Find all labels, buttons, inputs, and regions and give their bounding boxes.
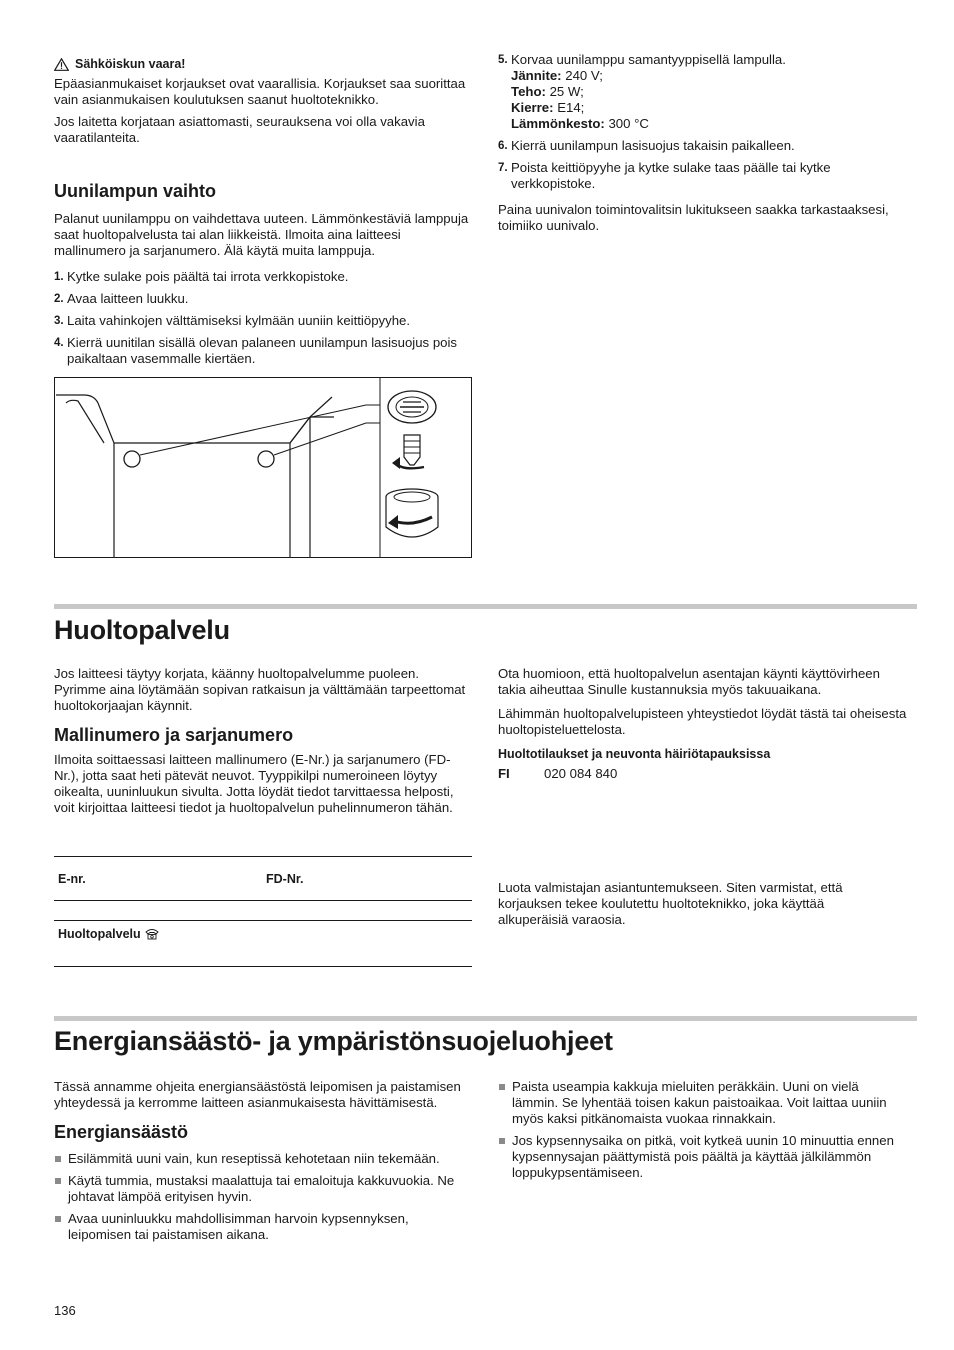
service-phone-label: Huoltopalvelu [58,926,159,942]
step-item: 6. Kierrä uunilampun lasisuojus takaisin paikalleen. [498,138,795,153]
step-item: 4. Kierrä uunitilan sisällä olevan palaneen uunilampun lasisuojus pois paikaltaan vasemmalle kiertäen. [54,335,458,366]
section-divider [54,604,917,609]
orders-heading: Huoltotilaukset ja neuvonta häiriötapauksissa [498,747,771,761]
step-item: 1. Kytke sulake pois päältä tai irrota verkkopistoke. [54,269,349,284]
lamp-intro: Palanut uunilamppu on vaihdettava uuteen. Lämmönkestäviä lamppuja saat huoltopalvelusta tai alan liikkeistä. Ilmoita aina laitteesi mallinumero ja sarjanumero. Älä käytä muita lamppuja. [54,211,469,258]
spec-voltage: Jännite: 240 V; [511,68,603,83]
service-contacts-note: Lähimmän huoltopalvelupisteen yhteystiedot löydät tästä tai oheisesta huoltopisteluettelosta. [498,706,907,737]
energy-subheading: Energiansäästö [54,1122,189,1142]
service-right [498,666,908,782]
phone-number: 020 084 840 [544,766,618,781]
service-intro: Jos laitteesi täytyy korjata, käänny huoltopalvelumme puoleen. Pyrimme aina löytämään sopivan ratkaisun ja välttämään tarpeettomat huoltokorjaajan käynnit. [54,666,466,713]
warning-triangle-icon [54,58,69,71]
list-item: Jos kypsennysaika on pitkä, voit kytkeä uunin 10 minuuttia ennen kypsennysajan päättymistä pois päältä ja käyttää jälkilämmön loppukypsentämiseen. [498,1133,908,1181]
model-text: Ilmoita soittaessasi laitteen mallinumero (E-Nr.) ja sarjanumero (FD-Nr.), jotta saat heti pätevät neuvot. Tyyppikilpi numeroineen löytyy oikealta, uuninluukun sivulta. Jotta löydät tiedot tarvittaessa helposti, voit kirjoittaa laitteesi tiedot ja huoltopalvelun puhelinnumeron tähän. [54,752,454,815]
fdnr-label: FD-Nr. [266,872,304,886]
lamp-illustration [54,377,472,558]
step-item: 5. Korvaa uunilamppu samantyyppisellä lampulla. Jännite: 240 V; Teho: 25 W; Kierre: E14; Lämmönkesto: 300 °C [498,52,908,132]
list-item: Paista useampia kakkuja mieluiten peräkkäin. Uuni on vielä lämmin. Se lyhentää toisen kakun paistoaikaa. Voit laittaa uuniin myös kaksi pitkänomaista vuokaa rinnakkain. [498,1079,908,1127]
spec-heat-resistance: Lämmönkesto: 300 °C [511,116,649,131]
energy-intro: Tässä annamme ohjeita energiansäästöstä leipomisen ja paistamisen yhteydessä ja kerromme laitteen asianmukaisesta hävittämisestä. [54,1079,461,1110]
warning-block [54,56,474,152]
list-item: Käytä tummia, mustaksi maalattuja tai emaloituja kakkuvuokia. Ne johtavat lämpöä erityisen hyvin. [54,1173,474,1205]
energy-left [54,1079,474,1249]
lamp-closing: Paina uunivalon toimintovalitsin lukitukseen saakka tarkastaaksesi, toimiiko uunivalo. [498,202,889,233]
lamp-steps [54,269,474,367]
service-phone-field[interactable] [185,922,468,962]
form-line [54,856,472,857]
country-code: FI [498,766,510,781]
lamp-steps-continued [498,52,908,192]
energy-tips-right [498,1079,908,1181]
oven-lamp-diagram [54,377,472,558]
list-item: Avaa uuninluukku mahdollisimman harvoin kypsennyksen, leipomisen tai paistamisen aikana. [54,1211,474,1243]
page-number: 136 [54,1303,76,1318]
step-item: 2. Avaa laitteen luukku. [54,291,189,306]
warning-paragraph: Epäasianmukaiset korjaukset ovat vaarallisia. Korjaukset saa suorittaa vain asianmukaisen koulutuksen saanut huoltoteknikko. [54,76,466,107]
service-cost-note: Ota huomioon, että huoltopalvelun asentajan käynti käyttövirheen takia aiheuttaa Sinulle kustannuksia myös takuuaikana. [498,666,880,697]
enr-label: E-nr. [58,872,86,886]
form-line [54,966,472,967]
phone-row [498,766,908,782]
spec-power: Teho: 25 W; [511,84,584,99]
step-item: 3. Laita vahinkojen välttämiseksi kylmään uuniin keittiöpyyhe. [54,313,411,328]
energy-tips-left [54,1151,474,1243]
list-item: Esilämmitä uuni vain, kun reseptissä kehotetaan niin tekemään. [54,1151,474,1167]
service-left [54,666,474,822]
service-trust: Luota valmistajan asiantuntemukseen. Siten varmistat, että korjauksen tekee koulutettu huoltoteknikko, joka käyttää alkuperäisiä varaosia. [498,880,843,927]
form-line [54,920,472,921]
energy-right [498,1079,908,1187]
fdnr-field[interactable] [318,862,468,890]
model-heading: Mallinumero ja sarjanumero [54,725,294,745]
form-line [54,900,472,901]
section-divider [54,1016,917,1021]
warning-title-text: Sähköiskun vaara! [75,57,186,71]
lamp-heading: Uunilampun vaihto [54,181,216,201]
spec-thread: Kierre: E14; [511,100,585,115]
lamp-section [54,180,474,373]
telephone-icon [145,928,159,940]
warning-title [54,56,474,72]
energy-title: Energiansäästö- ja ympäristönsuojeluohjeet [54,1026,613,1056]
service-title: Huoltopalvelu [54,615,230,645]
enr-field[interactable] [100,862,255,890]
step-item: 7. Poista keittiöpyyhe ja kytke sulake taas päälle tai kytke verkkopistoke. [498,160,831,191]
lamp-section-continued [498,52,908,240]
warning-paragraph: Jos laitetta korjataan asiattomasti, seurauksena voi olla vakavia vaaratilanteita. [54,114,425,145]
